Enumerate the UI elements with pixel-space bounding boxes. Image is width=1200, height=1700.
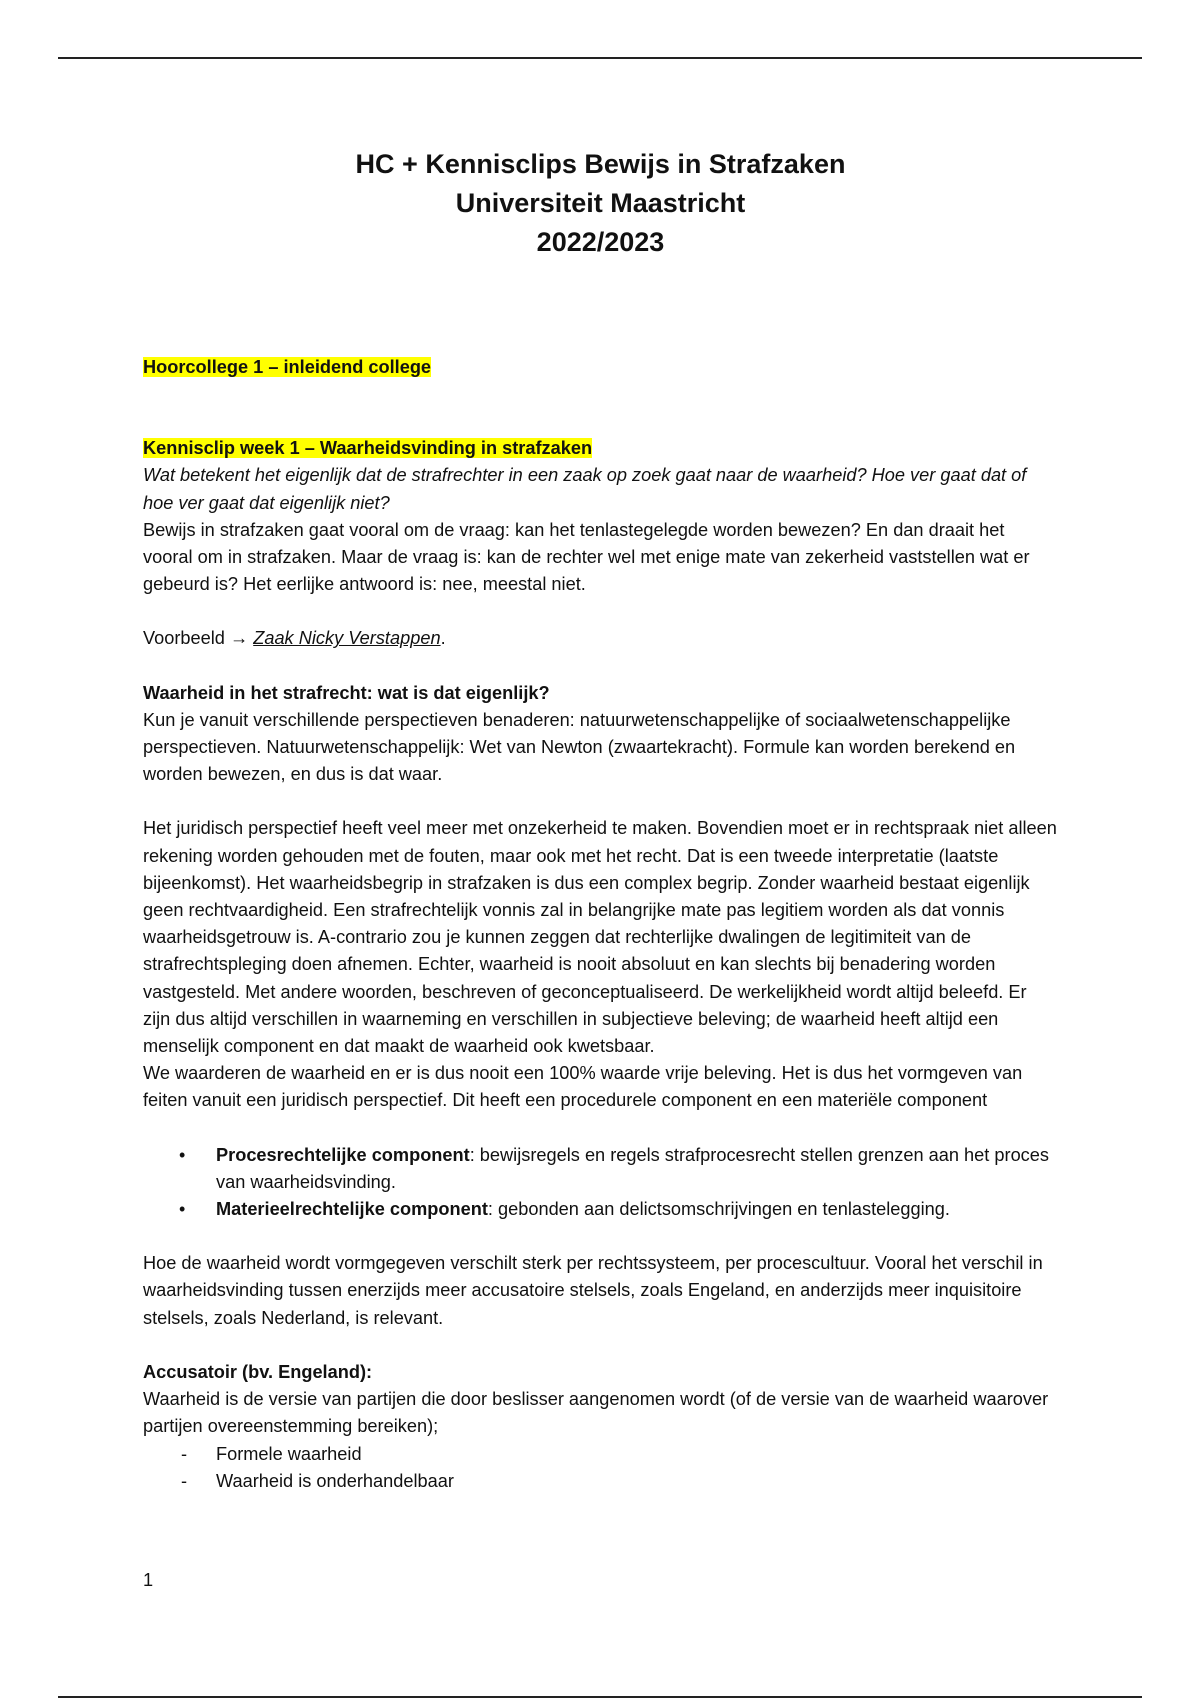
- example-prefix: Voorbeeld: [143, 628, 230, 649]
- example-line: [143, 625, 1058, 652]
- component-list: [143, 1142, 1058, 1224]
- example-link[interactable]: Zaak Nicky Verstappen: [253, 628, 441, 649]
- title-line-3: 2022/2023: [536, 227, 665, 257]
- page-number: 1: [143, 1570, 154, 1590]
- bullet-icon: •: [179, 1199, 186, 1220]
- clip-heading-text: Kennisclip week 1 – Waarheidsvinding in strafzaken: [143, 438, 593, 459]
- hc1-heading-text: Hoorcollege 1 – inleidend college: [143, 357, 432, 377]
- list-item-text: : gebonden aan delictsomschrijvingen en tenlastelegging.: [487, 1199, 950, 1220]
- header-rule: [58, 57, 1142, 59]
- values-paragraph: We waarderen de waarheid en er is dus nooit een 100% waarde vrije beleving. Het is dus het vormgeven van feiten vanuit een juridisch perspectief. Dit heeft een procedurele component en een materiële component: [143, 1063, 1023, 1111]
- truth-heading: Waarheid in het strafrecht: wat is dat eigenlijk?: [143, 682, 550, 703]
- dash-icon: -: [181, 1470, 188, 1491]
- dash-icon: -: [181, 1443, 188, 1464]
- systems-paragraph: Hoe de waarheid wordt vormgegeven verschilt sterk per rechtssysteem, per procescultuur. Vooral het verschil in waarheidsvinding tussen enerzijds meer accusatoire stelsels, zoals Engeland, en anderzijds meer inquisitoire stelsels, zoals Nederland, is relevant.: [143, 1253, 1043, 1328]
- list-item: [143, 1142, 1058, 1196]
- clip-heading: [143, 435, 1058, 462]
- title-line-2: Universiteit Maastricht: [455, 188, 746, 218]
- list-item-text: Formele waarheid: [216, 1443, 362, 1464]
- document-page: [143, 145, 1058, 1495]
- list-item-term: Procesrechtelijke component: [216, 1144, 470, 1165]
- question-paragraph: Wat betekent het eigenlijk dat de strafrechter in een zaak op zoek gaat naar de waarheid? Hoe ver gaat dat of hoe ver gaat dat eigenlijk niet?: [143, 465, 1027, 513]
- accusatoir-list: [143, 1441, 1058, 1495]
- list-item: [143, 1441, 1058, 1468]
- document-title: [143, 145, 1058, 262]
- list-item-term: Materieelrechtelijke component: [216, 1199, 488, 1220]
- list-item: [143, 1196, 1058, 1223]
- title-line-1: HC + Kennisclips Bewijs in Strafzaken: [355, 149, 846, 179]
- accusatoir-heading: Accusatoir (bv. Engeland):: [143, 1361, 373, 1382]
- list-item: [143, 1468, 1058, 1495]
- list-item-text: : bewijsregels en regels strafprocesrecht stellen grenzen aan het proces van waarheidsvinding.: [216, 1144, 1049, 1192]
- accusatoir-paragraph: Waarheid is de versie van partijen die door beslisser aangenomen wordt (of de versie van de waarheid waarover partijen overeenstemming bereiken);: [143, 1389, 1049, 1437]
- example-suffix: .: [440, 628, 446, 649]
- truth-paragraph: Kun je vanuit verschillende perspectieven benaderen: natuurwetenschappelijke of sociaalwetenschappelijke perspectieven. Natuurwetenschappelijk: Wet van Newton (zwaartekracht). Formule kan worden berekend en worden bewezen, en dus is dat waar.: [143, 709, 1016, 785]
- arrow-icon: →: [229, 628, 249, 649]
- bullet-icon: •: [179, 1144, 186, 1165]
- intro-paragraph: Bewijs in strafzaken gaat vooral om de vraag: kan het tenlastegelegde worden bewezen? En dan draait het vooral om in strafzaken. Maar de vraag is: kan de rechter wel met enige mate van zekerheid vaststellen wat er gebeurd is? Het eerlijke antwoord is: nee, meestal niet.: [143, 519, 1030, 595]
- list-item-text: Waarheid is onderhandelbaar: [216, 1470, 454, 1491]
- hc1-heading: [143, 354, 1058, 381]
- legal-paragraph: Het juridisch perspectief heeft veel meer met onzekerheid te maken. Bovendien moet er in rechtspraak niet alleen rekening worden gehouden met de fouten, maar ook met het recht. Dat is een tweede interpretatie (laatste bijeenkomst). Het waarheidsbegrip in strafzaken is dus een complex begrip. Zonder waarheid bestaat eigenlijk geen rechtvaardigheid. Een strafrechtelijk vonnis zal in belangrijke mate pas legitiem worden als dat vonnis waarheidsgetrouw is. A-contrario zou je kunnen zeggen dat rechterlijke dwalingen de legitimiteit van de strafrechtspleging doen afnemen. Echter, waarheid is nooit absoluut en kan slechts bij benadering worden vastgesteld. Met andere woorden, beschreven of geconceptualiseerd. De werkelijkheid wordt altijd beleefd. Er zijn dus altijd verschillen in waarneming en verschillen in subjectieve beleving; de waarheid heeft altijd een menselijk component en dat maakt de waarheid ook kwetsbaar.: [143, 818, 1057, 1057]
- footer-rule: [58, 1696, 1142, 1698]
